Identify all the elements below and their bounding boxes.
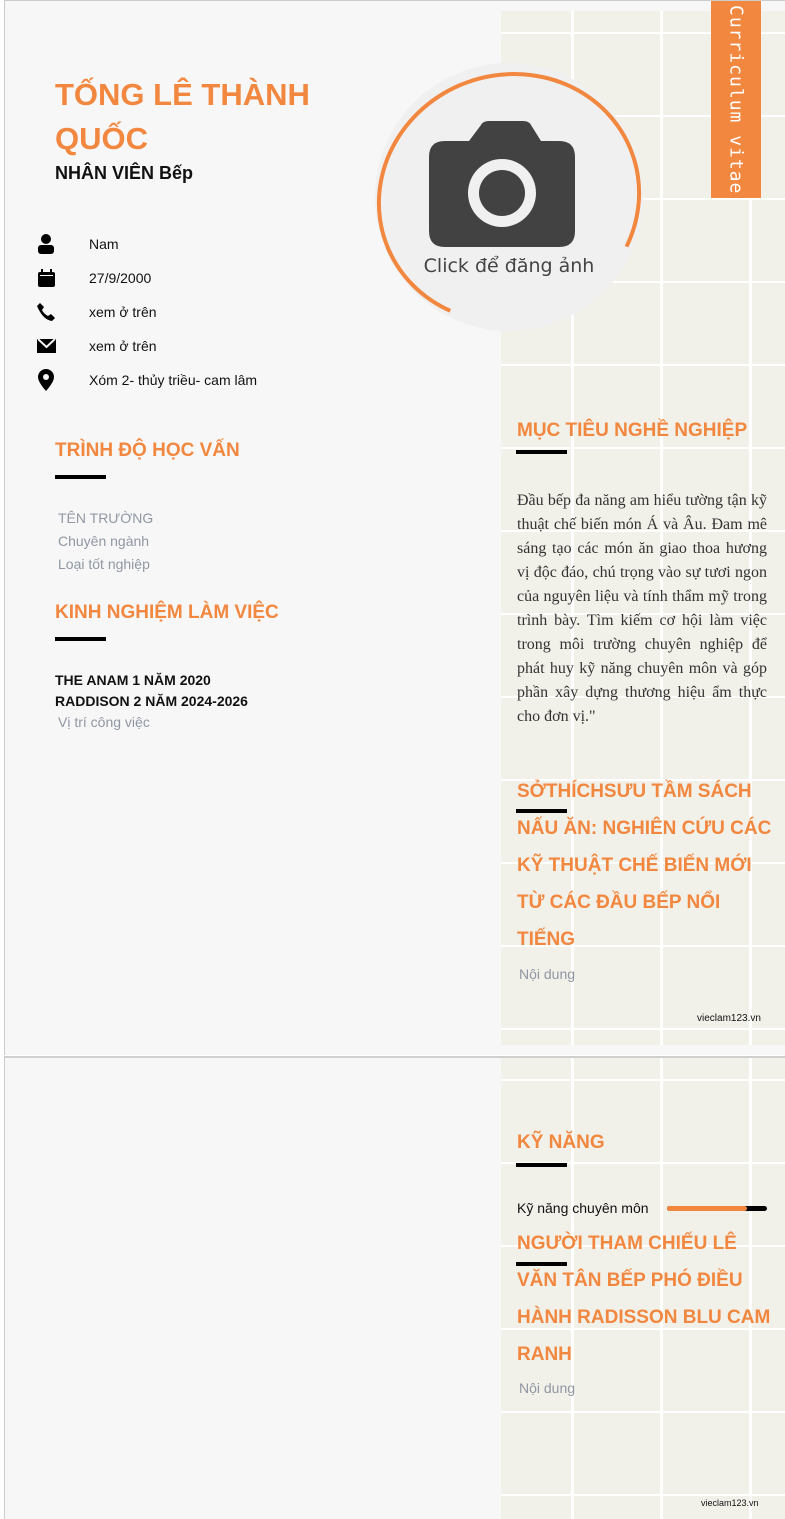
experience-line: THE ANAM 1 NĂM 2020 <box>55 672 211 688</box>
photo-label: Click để đăng ảnh <box>423 255 595 277</box>
experience-entries[interactable] <box>55 670 248 712</box>
divider <box>55 475 106 479</box>
skill-name[interactable]: Kỹ năng chuyên môn <box>517 1200 649 1216</box>
location-icon <box>33 370 59 390</box>
email-icon <box>33 336 59 356</box>
objective-heading: MỤC TIÊU NGHỀ NGHIỆP <box>517 420 748 441</box>
calendar-icon <box>33 268 59 288</box>
experience-heading: KINH NGHIỆM LÀM VIỆC <box>55 602 279 623</box>
person-icon <box>33 234 59 254</box>
hobbies-content[interactable]: Nội dung <box>519 966 576 982</box>
contact-email: xem ở trên <box>33 329 257 363</box>
contact-birthday: 27/9/2000 <box>33 261 257 295</box>
contact-phone: xem ở trên <box>33 295 257 329</box>
cv-page-2 <box>4 1056 785 1519</box>
job-title[interactable]: NHÂN VIÊN Bếp <box>55 163 194 183</box>
cv-label: Curriculum vitae <box>725 4 747 195</box>
education-grade[interactable]: Loại tốt nghiệp <box>58 556 150 572</box>
education-heading: TRÌNH ĐỘ HỌC VẤN <box>55 440 240 461</box>
watermark: vieclam123.vn <box>697 1013 761 1024</box>
contact-list <box>33 227 257 397</box>
experience-position[interactable]: Vị trí công việc <box>58 714 150 730</box>
objective-text[interactable]: Đầu bếp đa năng am hiểu tường tận kỹ thuật chế biến món Á và Âu. Đam mê sáng tạo các món ăn giao thoa hương vị độc đáo, chú trọng vào sự tươi ngon của nguyên liệu và tính thẩm mỹ trong trình bày. Tìm kiếm cơ hội làm việc trong môi trường chuyên nghiệp để phát huy kỹ năng chuyên môn và góp phần xây dựng thương hiệu ẩm thực cho đơn vị." <box>517 492 767 725</box>
education-major[interactable]: Chuyên ngành <box>58 533 150 549</box>
divider <box>55 637 106 641</box>
education-school[interactable]: TÊN TRƯỜNG <box>58 510 154 526</box>
contact-gender: Nam <box>33 227 257 261</box>
skill-bar-fill <box>667 1206 747 1211</box>
references-heading: NGƯỜI THAM CHIẾU LÊ VĂN TÂN BẾP PHÓ ĐIỀU HÀNH RADISSON BLU CAM RANH <box>517 1233 771 1365</box>
references-content[interactable]: Nội dung <box>519 1380 576 1396</box>
cv-banner <box>711 1 761 198</box>
experience-line: RADDISON 2 NĂM 2024-2026 <box>55 693 248 709</box>
divider <box>516 1163 567 1167</box>
contact-address: Xóm 2- thủy triều- cam lâm <box>33 363 257 397</box>
hobbies-heading: SỞTHÍCHSƯU TẦM SÁCH NẤU ĂN: NGHIÊN CỨU CÁC KỸ THUẬT CHẾ BIẾN MỚI TỪ CÁC ĐẦU BẾP NỔI TIẾNG <box>517 781 772 950</box>
divider <box>516 450 567 454</box>
divider <box>516 1262 567 1266</box>
phone-icon <box>33 302 59 322</box>
cv-page-1 <box>4 0 785 1055</box>
skills-heading: KỸ NĂNG <box>517 1132 605 1153</box>
watermark: vieclam123.vn <box>701 1498 759 1508</box>
skill-bar[interactable] <box>667 1206 767 1211</box>
full-name[interactable]: TỐNG LÊ THÀNH QUỐC <box>55 77 310 156</box>
divider <box>516 809 567 813</box>
